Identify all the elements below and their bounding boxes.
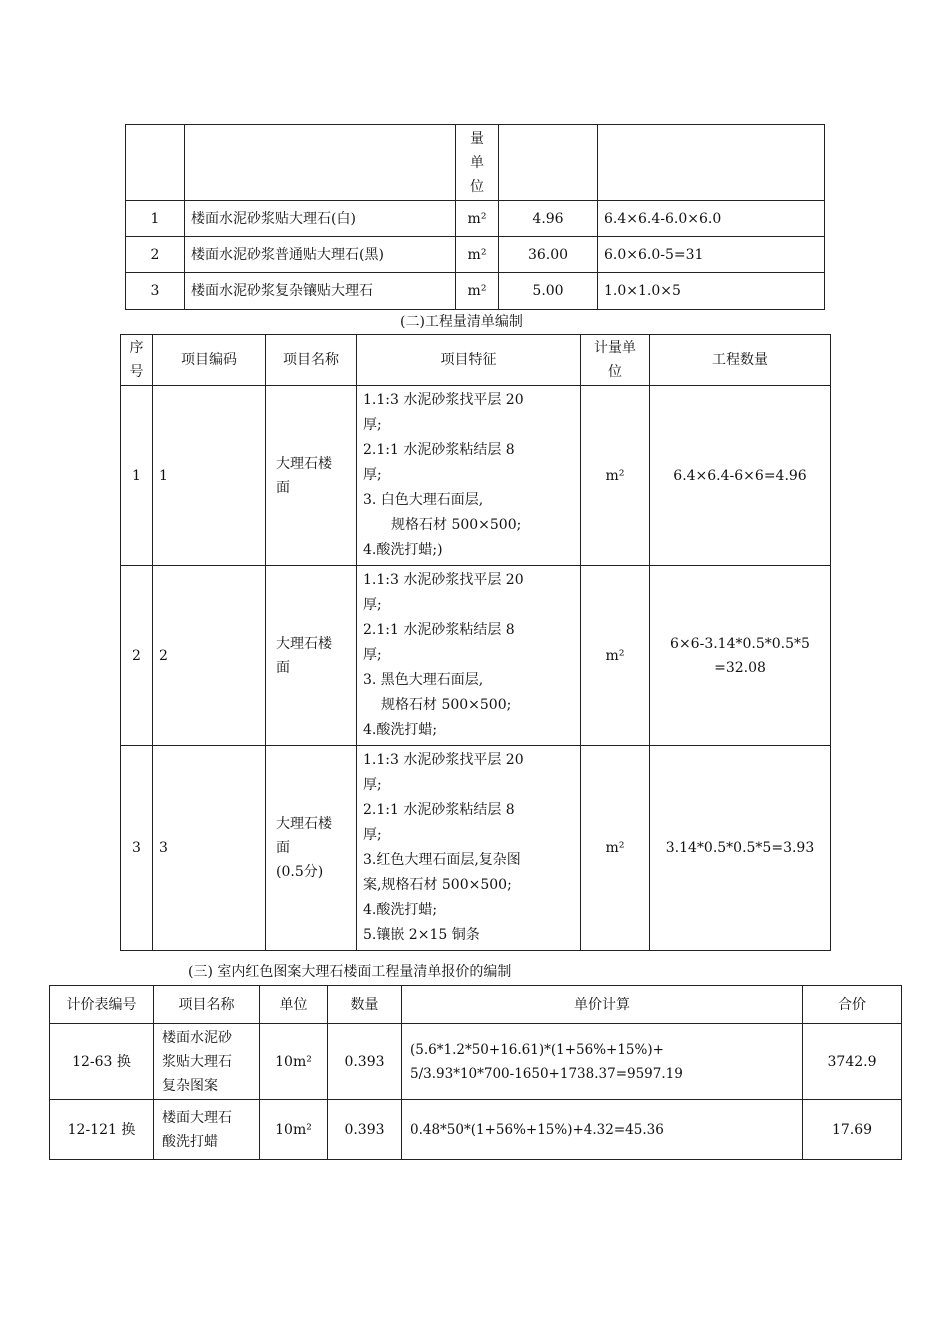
row-name: 大理石楼 面 [266, 566, 357, 746]
header-qty: 工程数量 [650, 335, 831, 386]
row-seq: 3 [121, 746, 153, 951]
header-calc: 单价计算 [402, 986, 803, 1024]
row-name: 楼面水泥砂浆贴大理石(白) [185, 201, 456, 237]
table-row [121, 566, 831, 746]
row-features: 1.1:3 水泥砂浆找平层 20 厚; 2.1:1 水泥砂浆粘结层 8 厚; 3. 黑色大理石面层, 规格石材 500×500; 4.酸洗打蜡; [357, 566, 581, 746]
header-unit: 计量单 位 [581, 335, 650, 386]
row-name: 楼面大理石 酸洗打蜡 [154, 1100, 260, 1160]
row-code: 12-63 换 [50, 1024, 154, 1100]
row-qty: 4.96 [499, 201, 598, 237]
row-name: 楼面水泥砂 浆贴大理石 复杂图案 [154, 1024, 260, 1100]
header-name: 项目名称 [266, 335, 357, 386]
row-seq: 1 [121, 386, 153, 566]
row-code: 3 [153, 746, 266, 951]
table-header-row [50, 986, 902, 1024]
header-feature: 项目特征 [357, 335, 581, 386]
header-code: 计价表编号 [50, 986, 154, 1024]
row-unit: m² [581, 386, 650, 566]
row-name: 大理石楼 面 (0.5分) [266, 746, 357, 951]
header-total: 合价 [803, 986, 902, 1024]
row-unit: 10m² [260, 1024, 328, 1100]
row-unit: m² [456, 201, 499, 237]
row-qty: 0.393 [328, 1100, 402, 1160]
table-row [126, 237, 825, 273]
header-code: 项目编码 [153, 335, 266, 386]
table-row [126, 273, 825, 310]
row-features: 1.1:3 水泥砂浆找平层 20 厚; 2.1:1 水泥砂浆粘结层 8 厚; 3. 白色大理石面层, 规格石材 500×500; 4.酸洗打蜡;) [357, 386, 581, 566]
table-header-row [121, 335, 831, 386]
row-features: 1.1:3 水泥砂浆找平层 20 厚; 2.1:1 水泥砂浆粘结层 8 厚; 3.红色大理石面层,复杂图 案,规格石材 500×500; 4.酸洗打蜡; 5.镶嵌 2×15 铜条 [357, 746, 581, 951]
header-name: 项目名称 [154, 986, 260, 1024]
row-name: 楼面水泥砂浆复杂镶贴大理石 [185, 273, 456, 310]
table-quantity-calc [125, 124, 825, 310]
table-row [126, 201, 825, 237]
row-calc: 0.48*50*(1+56%+15%)+4.32=45.36 [402, 1100, 803, 1160]
header-unit-char: 量 [470, 130, 484, 147]
row-unit: 10m² [260, 1100, 328, 1160]
row-no: 3 [126, 273, 185, 310]
row-code: 2 [153, 566, 266, 746]
row-qty: 36.00 [499, 237, 598, 273]
table-pricing [49, 985, 902, 1160]
row-calc: 6.0×6.0-5=31 [598, 237, 825, 273]
table-bill-of-quantities [120, 334, 831, 951]
header-unit: 单位 [260, 986, 328, 1024]
section3-title: (三) 室内红色图案大理石楼面工程量清单报价的编制 [188, 964, 512, 980]
section2-title: (二)工程量清单编制 [400, 314, 523, 330]
row-code: 12-121 换 [50, 1100, 154, 1160]
row-total: 3742.9 [803, 1024, 902, 1100]
header-unit-char: 单 [470, 154, 484, 171]
row-unit: m² [456, 273, 499, 310]
row-qty: 6.4×6.4-6×6=4.96 [650, 386, 831, 566]
row-calc: 6.4×6.4-6.0×6.0 [598, 201, 825, 237]
table-row [121, 746, 831, 951]
row-total: 17.69 [803, 1100, 902, 1160]
table-header-row [126, 125, 825, 201]
row-qty: 3.14*0.5*0.5*5=3.93 [650, 746, 831, 951]
row-unit: m² [581, 746, 650, 951]
row-no: 2 [126, 237, 185, 273]
header-unit [456, 125, 499, 201]
header-qty: 数量 [328, 986, 402, 1024]
row-seq: 2 [121, 566, 153, 746]
row-calc: 1.0×1.0×5 [598, 273, 825, 310]
row-unit: m² [581, 566, 650, 746]
row-no: 1 [126, 201, 185, 237]
header-seq: 序 号 [121, 335, 153, 386]
row-name: 大理石楼 面 [266, 386, 357, 566]
table-row [50, 1024, 902, 1100]
row-code: 1 [153, 386, 266, 566]
row-qty: 0.393 [328, 1024, 402, 1100]
row-qty: 5.00 [499, 273, 598, 310]
table-row [121, 386, 831, 566]
row-name: 楼面水泥砂浆普通贴大理石(黑) [185, 237, 456, 273]
table-row [50, 1100, 902, 1160]
row-unit: m² [456, 237, 499, 273]
row-calc: (5.6*1.2*50+16.61)*(1+56%+15%)+ 5/3.93*10*700-1650+1738.37=9597.19 [402, 1024, 803, 1100]
header-unit-char: 位 [470, 178, 484, 195]
row-qty: 6×6-3.14*0.5*0.5*5 =32.08 [650, 566, 831, 746]
